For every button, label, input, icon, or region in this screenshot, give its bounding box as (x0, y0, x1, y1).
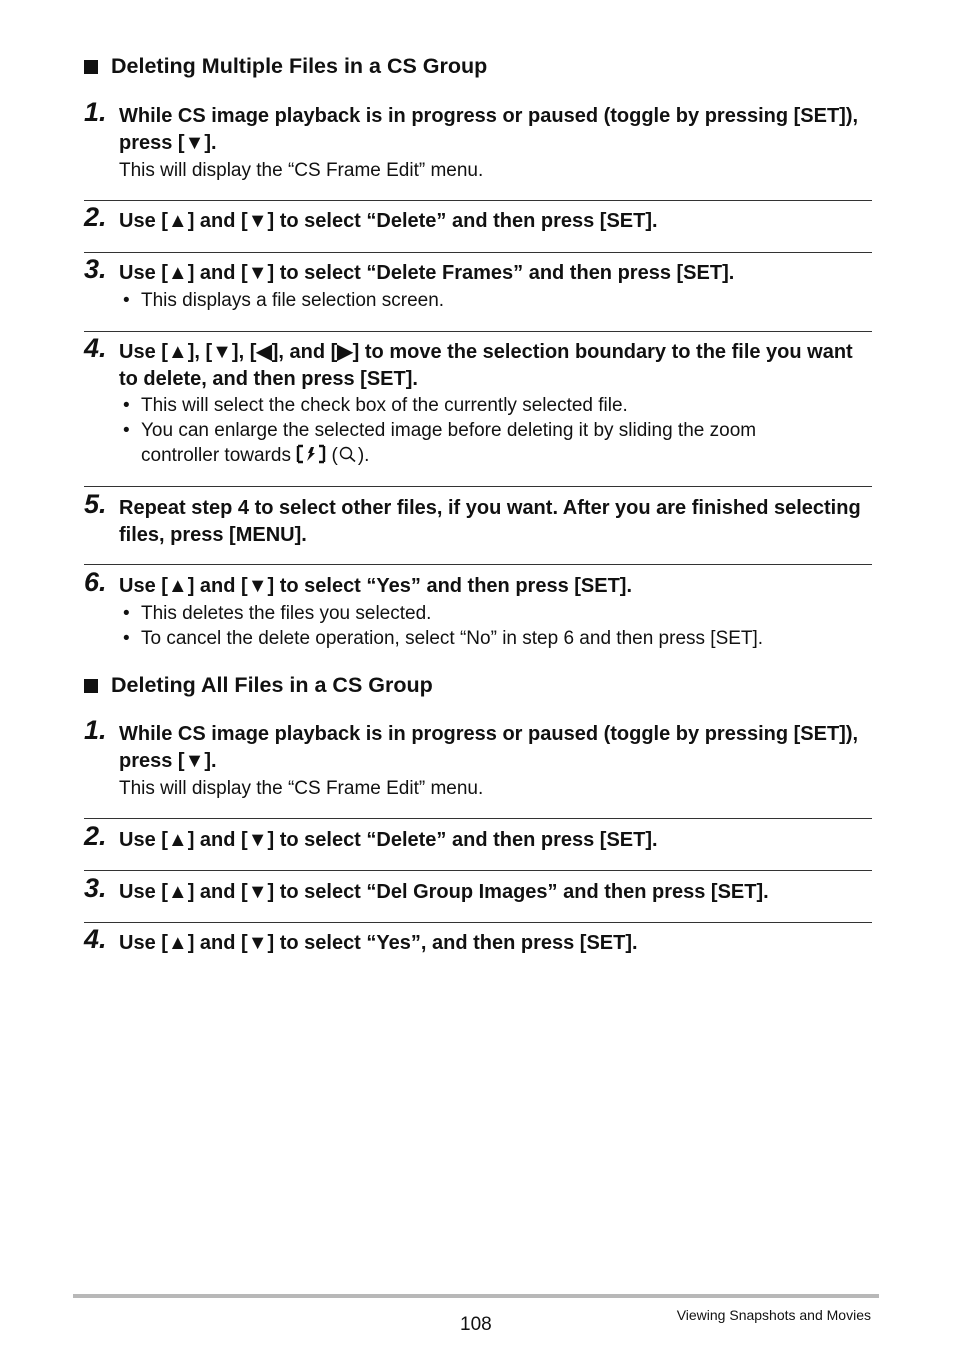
divider (84, 564, 872, 565)
step-number: 2. (84, 202, 107, 232)
divider (84, 200, 872, 201)
divider (84, 331, 872, 332)
telephoto-zoom-icon (296, 444, 326, 464)
step-title: Repeat step 4 to select other files, if you want. After you are finished selecting files, press [MENU]. (119, 497, 861, 546)
step-note: This will display the “CS Frame Edit” menu. (119, 160, 484, 181)
paren-close: ). (357, 445, 370, 466)
step-title: While CS image playback is in progress or paused (toggle by pressing [SET]), press [▼]. (119, 105, 859, 154)
bullet-item (119, 418, 874, 468)
step-title: Use [▲] and [▼] to select “Yes”, and then press [SET]. (119, 932, 638, 954)
step-number: 4. (84, 924, 107, 954)
step-title: Use [▲], [▼], [◀], and [▶] to move the selection boundary to the file you want to delete, and then press [SET]. (119, 341, 853, 390)
step-6 (84, 567, 874, 651)
step-title: Use [▲] and [▼] to select “Yes” and then press [SET]. (119, 575, 633, 597)
step-title: Use [▲] and [▼] to select “Delete Frames” and then press [SET]. (119, 262, 735, 284)
chapter-title: Viewing Snapshots and Movies (676, 1307, 871, 1323)
section-heading-text: Deleting Multiple Files in a CS Group (111, 54, 488, 78)
step-title: Use [▲] and [▼] to select “Del Group Images” and then press [SET]. (119, 881, 769, 903)
step-title: While CS image playback is in progress or paused (toggle by pressing [SET]), press [▼]. (119, 723, 859, 772)
bullet-item: • To cancel the delete operation, select “No” in step 6 and then press [SET]. (119, 626, 874, 651)
page-number: 108 (460, 1314, 492, 1335)
section-heading-text: Deleting All Files in a CS Group (111, 673, 433, 697)
divider (84, 252, 872, 253)
step-3 (84, 873, 874, 906)
step-title: Use [▲] and [▼] to select “Delete” and then press [SET]. (119, 829, 658, 851)
square-bullet-icon (84, 679, 98, 693)
step-number: 5. (84, 489, 107, 519)
step-4 (84, 924, 874, 957)
step-number: 4. (84, 333, 107, 363)
bullet-item: • This will select the check box of the currently selected file. (119, 393, 874, 418)
divider (84, 486, 872, 487)
step-title: Use [▲] and [▼] to select “Delete” and then press [SET]. (119, 210, 658, 232)
divider (84, 818, 872, 819)
bullet-text: You can enlarge the selected image before deleting it by sliding the zoom (141, 420, 757, 441)
magnifier-icon (338, 445, 358, 463)
divider (84, 870, 872, 871)
step-5 (84, 489, 874, 548)
square-bullet-icon (84, 60, 98, 74)
footer-rule (73, 1294, 879, 1298)
step-1 (84, 97, 874, 184)
step-note: This will display the “CS Frame Edit” menu. (119, 778, 484, 799)
paren-open: ( (331, 445, 338, 466)
bullet-continuation: controller towards (141, 445, 291, 466)
step-4 (84, 333, 874, 468)
step-number: 1. (84, 715, 107, 745)
bullet-item: • This displays a file selection screen. (119, 288, 874, 313)
section-heading-all (84, 673, 433, 698)
step-number: 1. (84, 97, 107, 127)
step-number: 6. (84, 567, 107, 597)
section-heading-multiple (84, 54, 487, 79)
step-1 (84, 715, 874, 802)
bullet-item: • This deletes the files you selected. (119, 601, 874, 626)
step-2 (84, 821, 874, 854)
step-3 (84, 254, 874, 313)
step-2 (84, 202, 874, 235)
divider (84, 922, 872, 923)
step-number: 3. (84, 873, 107, 903)
step-number: 2. (84, 821, 107, 851)
step-number: 3. (84, 254, 107, 284)
